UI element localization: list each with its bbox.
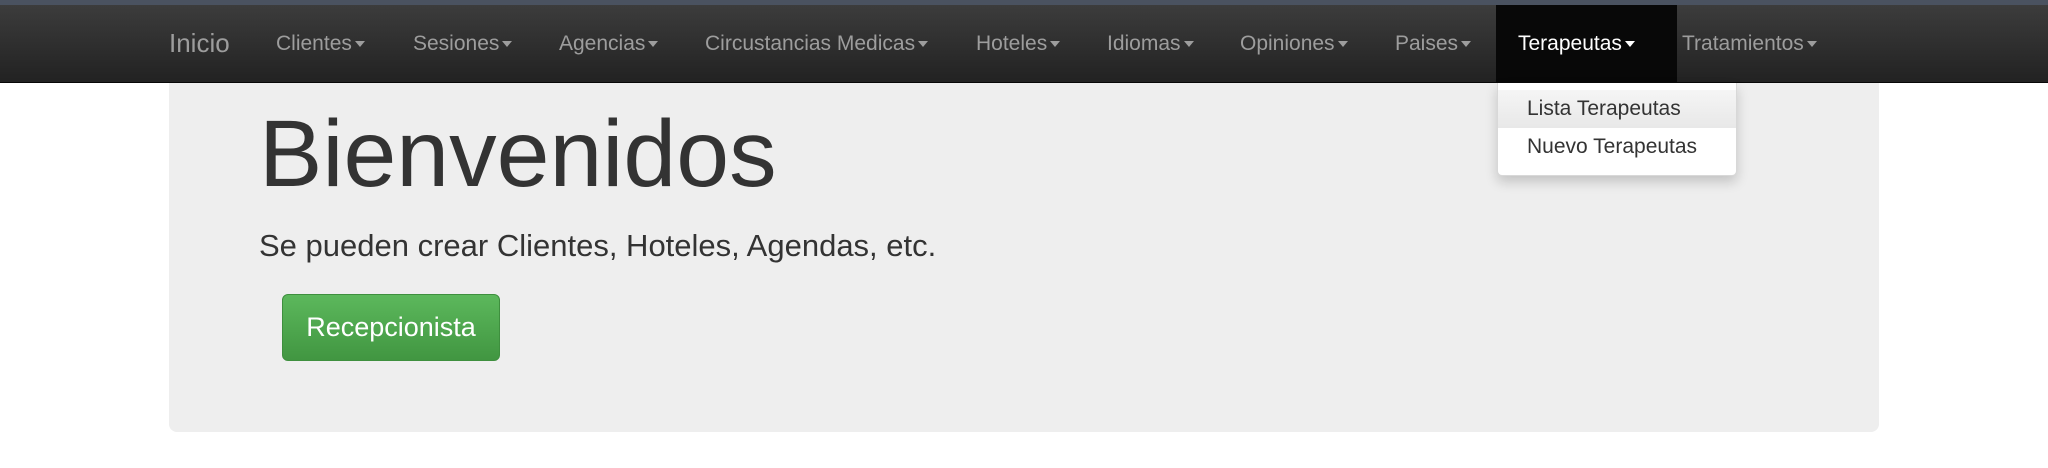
terapeutas-dropdown-menu [1497, 83, 1737, 176]
caret-down-icon [918, 41, 928, 47]
navbar [0, 5, 2048, 83]
nav-item-label: Agencias [559, 32, 646, 55]
nav-item-label: Tratamientos [1682, 32, 1804, 55]
nav-item-opiniones[interactable] [1217, 5, 1371, 82]
nav-item-label: Sesiones [413, 32, 500, 55]
nav-item-label: Idiomas [1107, 32, 1181, 55]
nav-item-label: Clientes [276, 32, 352, 55]
nav-item-clientes[interactable] [253, 5, 388, 82]
caret-down-icon [502, 41, 512, 47]
dropdown-item-nuevo-terapeutas[interactable]: Nuevo Terapeutas [1527, 135, 1698, 158]
navbar-brand[interactable]: Inicio [169, 28, 230, 58]
nav-item-hoteles[interactable] [953, 5, 1083, 82]
nav-item-circustancias-medicas[interactable] [682, 5, 951, 82]
nav-item-paises[interactable] [1372, 5, 1494, 82]
caret-down-icon [1338, 41, 1348, 47]
jumbotron-lead: Se pueden crear Clientes, Hoteles, Agendas, etc. [259, 228, 937, 263]
caret-down-icon [648, 41, 658, 47]
nav-item-label: Opiniones [1240, 32, 1335, 55]
caret-down-icon [1625, 41, 1635, 47]
page-title: Bienvenidos [259, 101, 777, 207]
caret-down-icon [1807, 41, 1817, 47]
caret-down-icon [1184, 41, 1194, 47]
nav-item-agencias[interactable] [536, 5, 681, 82]
caret-down-icon [1461, 41, 1471, 47]
recepcionista-button[interactable]: Recepcionista [282, 294, 500, 361]
nav-item-tratamientos[interactable] [1659, 5, 1840, 82]
caret-down-icon [355, 41, 365, 47]
nav-item-label: Hoteles [976, 32, 1048, 55]
nav-item-terapeutas[interactable] [1496, 5, 1677, 82]
nav-item-label: Terapeutas [1518, 32, 1622, 55]
nav-item-idiomas[interactable] [1084, 5, 1217, 82]
dropdown-item-lista-terapeutas[interactable]: Lista Terapeutas [1498, 90, 1736, 128]
nav-item-sesiones[interactable] [390, 5, 535, 82]
nav-item-label: Paises [1395, 32, 1459, 55]
caret-down-icon [1050, 41, 1060, 47]
nav-item-label: Circustancias Medicas [705, 32, 916, 55]
